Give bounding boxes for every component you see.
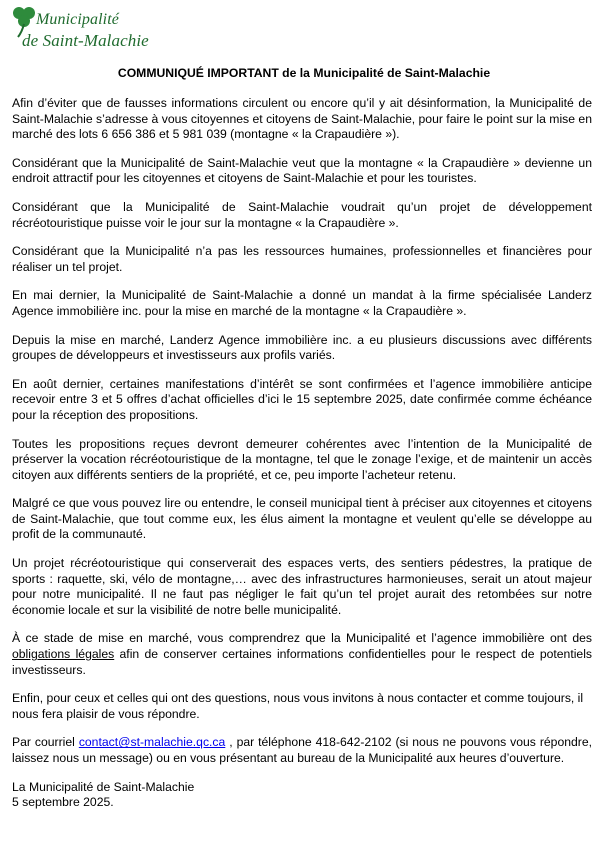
signature-name: La Municipalité de Saint-Malachie	[12, 779, 195, 794]
contact-text-before: Par courriel	[12, 735, 79, 750]
signature-date: 5 septembre 2025.	[12, 795, 114, 810]
communique-body	[12, 96, 592, 811]
obligations-text-before: À ce stade de mise en marché, vous comprendrez que la Municipalité et l’agence immobilière ont des	[12, 631, 592, 646]
paragraph: En août dernier, certaines manifestations d’intérêt se sont confirmées et l’agence immobilière anticipe recevoir entre 3 et 5 offres d’achat officielles d’ici le 15 septembre 2025, date confirmée comme échéance pour la réception des propositions.	[12, 376, 592, 422]
paragraph: Considérant que la Municipalité n’a pas les ressources humaines, professionnelles et financières pour réaliser un tel projet.	[12, 244, 592, 274]
municipal-logo	[10, 4, 210, 58]
paragraph: Toutes les propositions reçues devront demeurer cohérentes avec l’intention de la Municipalité de préserver la vocation récréotouristique de la montagne, tel que le zonage l’exige, et de maintenir un accès citoyen aux différents sentiers de la propriété, et ce, peu importe l’acheteur retenu.	[12, 436, 592, 482]
contact-paragraph	[12, 735, 592, 766]
obligations-paragraph	[12, 631, 592, 678]
paragraph: Malgré ce que vous pouvez lire ou entendre, le conseil municipal tient à préciser aux citoyennes et citoyens de Saint-Malachie, que tout comme eux, les élus aiment la montagne et veulent qu’elle se développe au profit de la communauté.	[12, 496, 592, 542]
paragraph: Depuis la mise en marché, Landerz Agence immobilière inc. a eu plusieurs discussions avec différents groupes de développeurs et investisseurs aux profils variés.	[12, 332, 592, 363]
logo-text-saint-malachie: de Saint-Malachie	[22, 31, 149, 50]
paragraph: Afin d’éviter que de fausses informations circulent ou encore qu’il y ait désinformation, la Municipalité de Saint-Malachie s’adresse à vous citoyennes et citoyens de Saint-Malachie, pour faire le point sur la mise en marché des lots 6 656 386 et 5 981 039 (montagne « la Crapaudière »).	[12, 96, 592, 142]
page-title: COMMUNIQUÉ IMPORTANT de la Municipalité de Saint-Malachie	[117, 66, 491, 80]
logo-text-municipalite: Municipalité	[36, 11, 119, 28]
paragraph: Considérant que la Municipalité de Saint-Malachie voudrait qu’un projet de développement récréotouristique puisse voir le jour sur la montagne « la Crapaudière ».	[12, 199, 592, 230]
paragraph: Considérant que la Municipalité de Saint-Malachie veut que la montagne « la Crapaudière » devienne un endroit attractif pour les citoyennes et citoyens de Saint-Malachie et pour les touristes.	[12, 155, 592, 186]
paragraph: En mai dernier, la Municipalité de Saint-Malachie a donné un mandat à la firme spécialisée Landerz Agence immobilière inc. pour la mise en marché de la montagne « la Crapaudière ».	[12, 288, 592, 318]
closing-paragraph: Enfin, pour ceux et celles qui ont des questions, nous vous invitons à nous contacter et comme toujours, il nous fera plaisir de vous répondre.	[12, 691, 584, 721]
obligations-text-after: afin de conserver certaines informations confidentielles pour le respect de potentiels investisseurs.	[12, 647, 593, 677]
paragraph: Un projet récréotouristique qui conserverait des espaces verts, des sentiers pédestres, la pratique de sports : raquette, ski, vélo de montagne,… avec des infrastructures harmonieuses, serait un atout majeur pour notre municipalité. Il ne faut pas négliger le fait qu’un tel projet aurait des retombées sur notre économie locale et sur la visibilité de notre belle municipalité.	[12, 556, 592, 617]
obligations-legales-underlined: obligations légales	[12, 647, 115, 662]
contact-text-after: , par téléphone 418-642-2102 (si nous ne pouvons vous répondre, laissez nous un message) ou en vous présentant au bureau de la Municipalité aux heures d’ouverture.	[12, 735, 592, 765]
email-link[interactable]: contact@st-malachie.qc.ca	[78, 735, 226, 750]
